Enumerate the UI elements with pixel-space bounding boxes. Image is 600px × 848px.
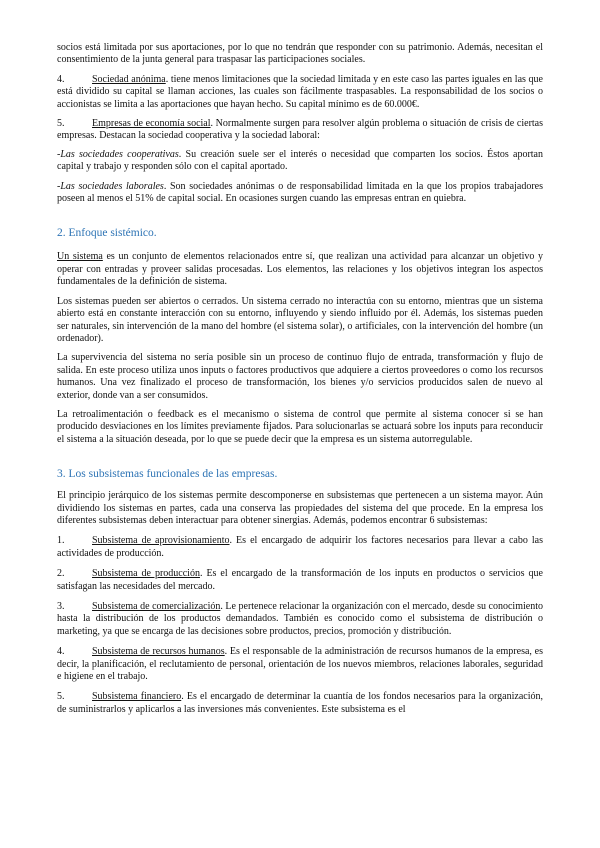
term-produccion: Subsistema de producción bbox=[92, 568, 200, 580]
paragraph-retroalimentacion: La retroalimentación o feedback es el mecanismo o sistema de control que permite al sistema conocer si se han producido desviaciones en los límites previamente fijados. Para solucionarlas se actuará sobre los inputs para reconducir el sistema a la situación deseada, por lo que se puede decir que la empresa es un sistema autorregulable. bbox=[57, 408, 543, 445]
list-item-aprovisionamiento bbox=[57, 535, 543, 560]
paragraph-text: es un conjunto de elementos relacionados entre sí, que realizan una actividad para alcanzar un objetivo y operar con entradas y proveer salidas procesadas. Los elementos, las relaciones y los objetivos integran los aspectos fundamentales de la definición de sistema. bbox=[57, 251, 544, 288]
term-recursos-humanos: Subsistema de recursos humanos bbox=[92, 646, 225, 658]
item-text: . Es el encargado de determinar la cuantía de los fondos necesarios para la organización, de suministrarlos y aplicarlos a las inversiones más convenientes. Este subsistema es el bbox=[57, 691, 543, 715]
item-text: . Es el encargado de adquirir los factores necesarios para llevar a cabo las actividades de producción. bbox=[57, 535, 543, 559]
term-sistema: Un sistema bbox=[57, 251, 103, 263]
term-laborales: -Las sociedades laborales bbox=[57, 180, 164, 192]
term-financiero: Subsistema financiero bbox=[92, 691, 182, 703]
list-number: 1. bbox=[57, 535, 65, 547]
list-item-sociedad-anonima bbox=[57, 74, 543, 111]
list-number: 3. bbox=[57, 601, 65, 612]
item-text: . Le pertenece relacionar la organización con el mercado, desde su conocimiento hasta la distribución de los productos demandados. También es conocido como el subsistema de distribución o marketing, ya que se encarga de las decisiones sobre productos, precios, promoción y distribución. bbox=[57, 601, 543, 637]
paragraph-supervivencia: La supervivencia del sistema no sería posible sin un proceso de continuo flujo de entrada, transformación y flujo de salida. En este proceso utiliza unos inputs o factores productivos que adquiere a ciertos proveedores o como los recursos humanos. Una vez finalizado el proceso de transformación, los bienes y/o servicios producidos salen de nuevo al exterior, donde van a ser consumidos. bbox=[57, 352, 543, 401]
term-cooperativas: -Las sociedades cooperativas bbox=[57, 148, 179, 160]
list-number: 4. bbox=[57, 646, 65, 658]
paragraph-principio-jerarquico: El principio jerárquico de los sistemas permite descomponerse en subsistemas que pertenecen a un sistema mayor. Aún dividiendo los sistemas en partes, cada una conserva las propiedades del sistema del que procede. En la empresa los diferentes subsistemas deben interactuar para obtener sinergias. Además, podemos encontrar 6 subsistemas: bbox=[57, 490, 543, 526]
paragraph-laborales bbox=[57, 181, 543, 206]
list-number: 5. bbox=[57, 118, 65, 130]
term-sociedad-anonima: Sociedad anónima bbox=[92, 73, 166, 85]
item-text: . Son sociedades anónimas o de responsabilidad limitada en la que los propios trabajadores poseen al menos el 51% de capital social. En ocasiones surgen cuando las empresas entran en quiebra. bbox=[57, 180, 543, 205]
term-comercializacion: Subsistema de comercialización bbox=[92, 601, 221, 612]
item-text: . Es el responsable de la administración de recursos humanos de la empresa, es decir, la planificación, el reclutamiento de personal, orientación de los nuevos miembros, relaciones laborales, seguridad e higiene en el trabajo. bbox=[57, 646, 543, 683]
document-body bbox=[57, 42, 543, 716]
list-item-recursos-humanos bbox=[57, 646, 543, 683]
term-economia-social: Empresas de economía social bbox=[92, 118, 211, 130]
list-number: 5. bbox=[57, 691, 65, 703]
list-item-economia-social bbox=[57, 118, 543, 143]
item-text: . Su creación suele ser el interés o necesidad que comparten los socios. Éstos aportan capital y trabajo y responden sólo con el capital aportado. bbox=[57, 148, 543, 173]
list-item-financiero bbox=[57, 691, 543, 716]
list-number: 4. bbox=[57, 73, 65, 85]
term-aprovisionamiento: Subsistema de aprovisionamiento bbox=[92, 535, 230, 547]
paragraph-intro: socios está limitada por sus aportaciones, por lo que no tendrán que responder con su patrimonio. Además, necesitan el consentimiento de la junta general para traspasar las participaciones sociales. bbox=[57, 42, 543, 66]
item-text: . Es el encargado de la transformación de los inputs en productos o servicios que satisfagan las necesidades del mercado. bbox=[57, 568, 543, 592]
list-item-produccion bbox=[57, 568, 543, 593]
section-heading-subsistemas: 3. Los subsistemas funcionales de las empresas. bbox=[57, 468, 278, 481]
paragraph-sistema bbox=[57, 251, 543, 288]
paragraph-cooperativas bbox=[57, 149, 543, 174]
item-text: . tiene menos limitaciones que la sociedad limitada y en este caso las partes iguales en las que está dividido su capital se llaman acciones, las cuales son fácilmente traspasables. La responsabilidad de los socios o accionistas se limita a las aportaciones que hayan hecho. Su capital mínimo es de 60.000€. bbox=[57, 73, 543, 110]
list-item-comercializacion bbox=[57, 601, 543, 638]
list-number: 2. bbox=[57, 568, 65, 580]
paragraph-abiertos-cerrados: Los sistemas pueden ser abiertos o cerrados. Un sistema cerrado no interactúa con su entorno, mientras que un sistema abierto está en constante interacción con su entorno, influyendo y siendo influido por él. Además, los sistemas pueden ser naturales, sin intervención de la mano del hombre (el sistema solar), o artificiales, con la intervención del hombre (un ordenador). bbox=[57, 295, 543, 344]
section-heading-enfoque: 2. Enfoque sistémico. bbox=[57, 227, 157, 240]
item-text: . Normalmente surgen para resolver algún problema o situación de crisis de ciertas empresas. Destacan la sociedad cooperativa y la sociedad laboral: bbox=[57, 118, 544, 142]
